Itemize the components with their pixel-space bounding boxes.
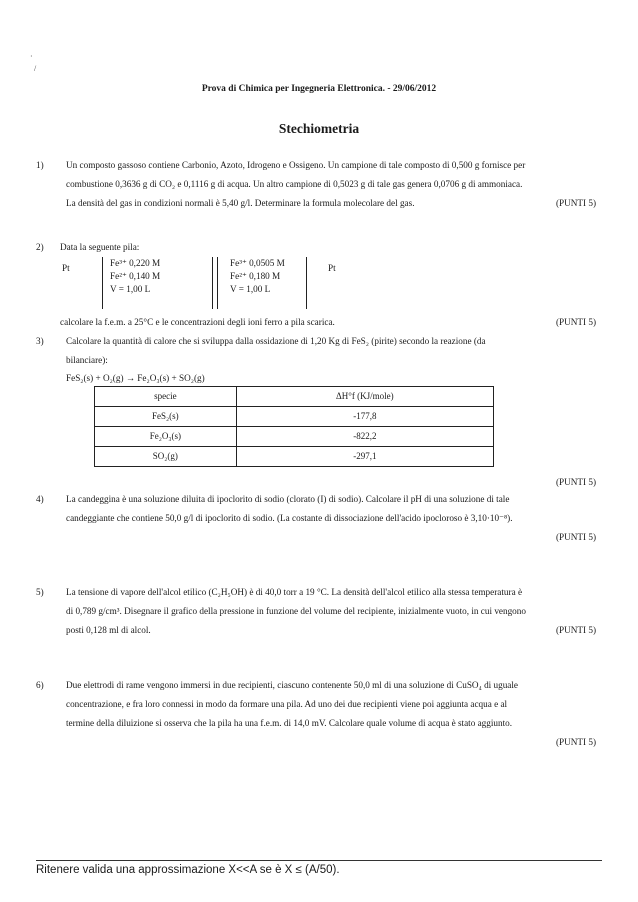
table-cell: -177,8 — [236, 407, 493, 427]
question-line: termine della diluizione si osserva che la pila ha una f.e.m. di 14,0 mV. Calcolare quale volume di acqua è stato aggiunto. — [66, 718, 513, 728]
question-line: candeggiante che contiene 50,0 g/l di ipoclorito di sodio. (La costante di dissociazione dell'acido ipocloroso è 3,10·10⁻⁸). — [66, 513, 513, 523]
question-line-with-points — [60, 313, 596, 332]
question-line-with-points — [66, 194, 596, 213]
right-solution — [230, 257, 285, 296]
left-solution-line: Fe³⁺ 0,220 M — [110, 258, 161, 268]
question-line: posti 0,128 ml di alcol. — [66, 625, 151, 635]
question-3 — [36, 332, 596, 492]
table-cell: SO₂(g) — [95, 447, 237, 467]
points-label: (PUNTI 5) — [555, 532, 596, 542]
table-row — [95, 447, 494, 467]
table-header: ΔH°f (KJ/mole) — [236, 387, 493, 407]
question-line: di 0,789 g/cm³. Disegnare il grafico della pressione in funzione del volume del recipiente, inizialmente vuoto, in cui vengono — [66, 606, 526, 616]
points-label: (PUNTI 5) — [555, 477, 596, 487]
question-number: 2) — [36, 242, 44, 252]
question-2 — [36, 238, 596, 332]
question-6 — [36, 676, 596, 752]
pile-diagram — [60, 257, 596, 313]
right-electrode: Pt — [328, 263, 336, 273]
question-line: Due elettrodi di rame vengono immersi in due recipienti, ciascuno contenente 50,0 ml di una soluzione di CuSO₄ di uguale — [66, 680, 519, 690]
points-label: (PUNTI 5) — [555, 198, 596, 208]
footer-note: Ritenere valida una approssimazione X<<A se è X ≤ (A/50). — [36, 864, 340, 876]
table-header: specie — [95, 387, 237, 407]
footer-divider — [36, 860, 602, 861]
left-solution-line: Fe²⁺ 0,140 M — [110, 271, 161, 281]
question-line: Calcolare la quantità di calore che si sviluppa dalla ossidazione di 1,20 Kg di FeS₂ (pirite) secondo la reazione (da — [66, 336, 486, 346]
question-5 — [36, 583, 596, 640]
points-label: (PUNTI 5) — [555, 737, 596, 747]
question-line: La candeggina è una soluzione diluita di ipoclorito di sodio (clorato (I) di sodio). Calcolare il pH di una soluzione di tale — [66, 494, 510, 504]
left-solution — [110, 257, 160, 296]
reaction-equation: FeS₂(s) + O₂(g) → Fe₂O₃(s) + SO₂(g) — [66, 373, 205, 383]
right-solution-line: Fe³⁺ 0,0505 M — [230, 258, 285, 268]
phase-boundary — [102, 257, 103, 309]
question-line: bilanciare): — [66, 355, 108, 365]
points-label: (PUNTI 5) — [555, 317, 596, 327]
question-number: 6) — [36, 680, 44, 690]
table-header-row — [95, 387, 494, 407]
phase-boundary — [306, 257, 307, 309]
left-solution-line: V = 1,00 L — [110, 284, 151, 294]
table-cell: FeS₂(s) — [95, 407, 237, 427]
enthalpy-table — [94, 386, 494, 467]
question-4 — [36, 490, 596, 547]
question-number: 1) — [36, 160, 44, 170]
question-line: combustione 0,3636 g di CO₂ e 0,1116 g di acqua. Un altro campione di 0,5023 g di tale gas genera 0,0706 g di ammoniaca. — [66, 179, 523, 189]
question-number: 5) — [36, 587, 44, 597]
question-line-with-points — [66, 621, 596, 640]
table-cell: Fe₂O₃(s) — [95, 427, 237, 447]
question-number: 3) — [36, 336, 44, 346]
points-label: (PUNTI 5) — [555, 625, 596, 635]
table-row — [95, 427, 494, 447]
table-cell: -822,2 — [236, 427, 493, 447]
table-row — [95, 407, 494, 427]
question-request: calcolare la f.e.m. a 25°C e le concentrazioni degli ioni ferro a pila scarica. — [60, 317, 335, 327]
margin-mark: / — [34, 64, 37, 73]
question-line: Un composto gassoso contiene Carbonio, Azoto, Idrogeno e Ossigeno. Un campione di tale composto di 0,500 g fornisce per — [66, 160, 526, 170]
question-number: 4) — [36, 494, 44, 504]
right-solution-line: Fe²⁺ 0,180 M — [230, 271, 281, 281]
salt-bridge — [212, 257, 218, 309]
question-line: La densità del gas in condizioni normali è 5,40 g/l. Determinare la formula molecolare del gas. — [66, 198, 415, 208]
question-line: concentrazione, e fra loro connessi in modo da formare una pila. Ad uno dei due recipienti viene poi aggiunta acqua e al — [66, 699, 508, 709]
left-electrode: Pt — [62, 263, 70, 273]
table-cell: -297,1 — [236, 447, 493, 467]
question-intro: Data la seguente pila: — [60, 242, 140, 252]
question-line: La tensione di vapore dell'alcol etilico (C₂H₅OH) è di 40,0 torr a 19 °C. La densità dell'alcol etilico alla stessa temperatura è — [66, 587, 523, 597]
right-solution-line: V = 1,00 L — [230, 284, 271, 294]
question-1 — [36, 156, 596, 213]
margin-mark: · — [30, 52, 33, 61]
exam-header: Prova di Chimica per Ingegneria Elettronica. - 29/06/2012 — [201, 84, 437, 94]
section-title: Stechiometria — [278, 121, 360, 136]
